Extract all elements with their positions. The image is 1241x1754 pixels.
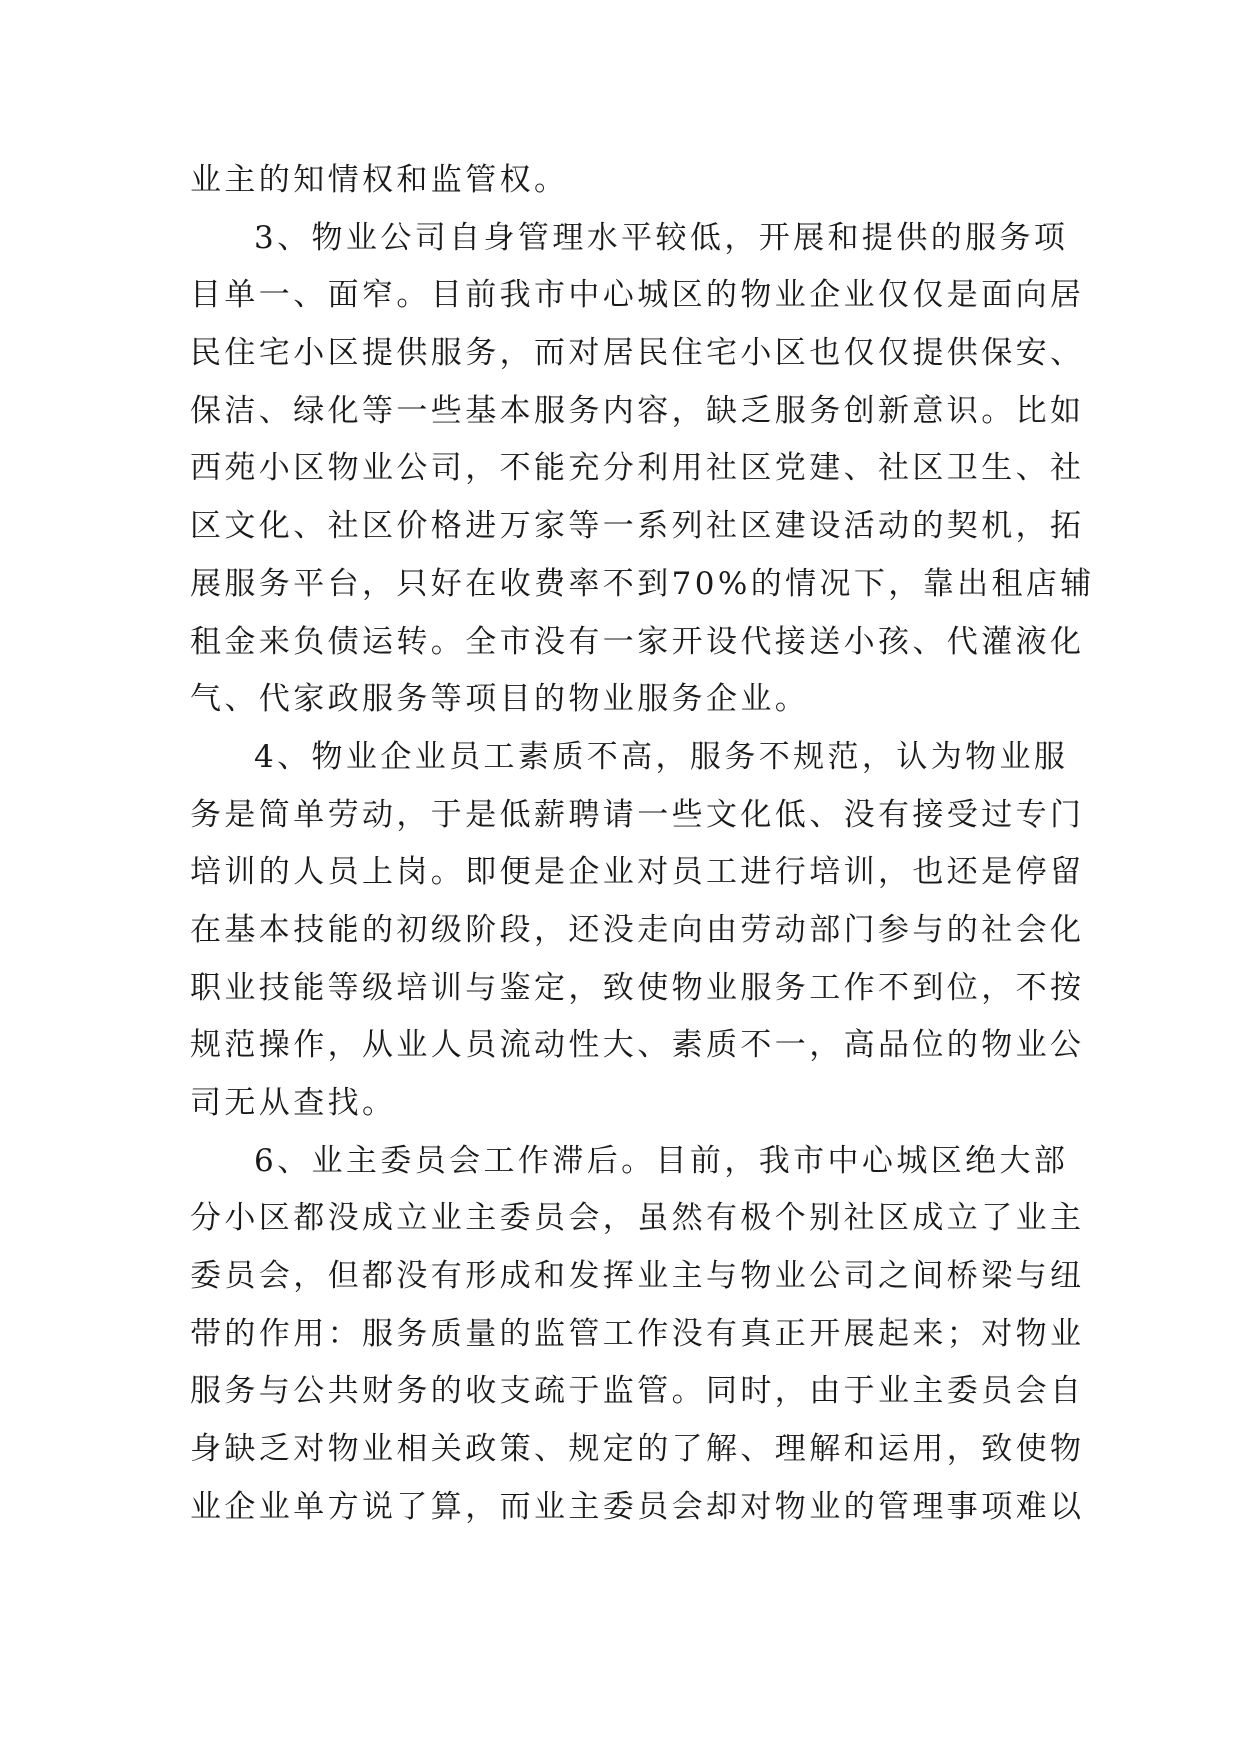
text-line: 气、代家政服务等项目的物业服务企业。 [190,681,810,718]
text-line: 业企业单方说了算，而业主委员会却对物业的管理事项难以 [190,1488,1085,1525]
text-line: 职业技能等级培训与鉴定，致使物业服务工作不到位，不按 [190,969,1085,1006]
text-line: 分小区都没成立业主委员会，虽然有极个别社区成立了业主 [190,1200,1085,1237]
document-body [190,152,1095,1537]
text-line: 3、物业公司自身管理水平较低，开展和提供的服务项 [254,219,1069,256]
text-line: 服务与公共财务的收支疏于监管。同时，由于业主委员会自 [190,1373,1085,1410]
text-line: 租金来负债运转。全市没有一家开设代接送小孩、代灌液化 [190,623,1085,660]
text-line: 务是简单劳动，于是低薪聘请一些文化低、没有接受过专门 [190,796,1085,833]
text-line: 区文化、社区价格进万家等一系列社区建设活动的契机，拓 [190,508,1085,545]
text-line: 司无从查找。 [190,1085,397,1121]
text-line: 民住宅小区提供服务，而对居民住宅小区也仅仅提供保安、 [190,335,1085,372]
text-line: 4、物业企业员工素质不高，服务不规范，认为物业服 [254,738,1069,775]
text-line: 委员会，但都没有形成和发挥业主与物业公司之间桥梁与纽 [190,1258,1085,1295]
text-line: 保洁、绿化等一些基本服务内容，缺乏服务创新意识。比如 [190,392,1085,429]
text-line: 业主的知情权和监管权。 [190,162,569,198]
text-line: 西苑小区物业公司，不能充分利用社区党建、社区卫生、社 [190,450,1085,487]
text-line: 展服务平台，只好在收费率不到70%的情况下，靠出租店辅 [190,565,1095,602]
text-line: 6、业主委员会工作滞后。目前，我市中心城区绝大部 [254,1142,1069,1179]
text-line: 目单一、面窄。目前我市中心城区的物业企业仅仅是面向居 [190,277,1085,314]
text-line: 培训的人员上岗。即便是企业对员工进行培训，也还是停留 [190,854,1085,891]
text-line: 规范操作，从业人员流动性大、素质不一，高品位的物业公 [190,1027,1085,1064]
text-line: 身缺乏对物业相关政策、规定的了解、理解和运用，致使物 [190,1431,1085,1468]
text-line: 在基本技能的初级阶段，还没走向由劳动部门参与的社会化 [190,911,1085,948]
text-line: 带的作用：服务质量的监管工作没有真正开展起来；对物业 [190,1315,1085,1352]
